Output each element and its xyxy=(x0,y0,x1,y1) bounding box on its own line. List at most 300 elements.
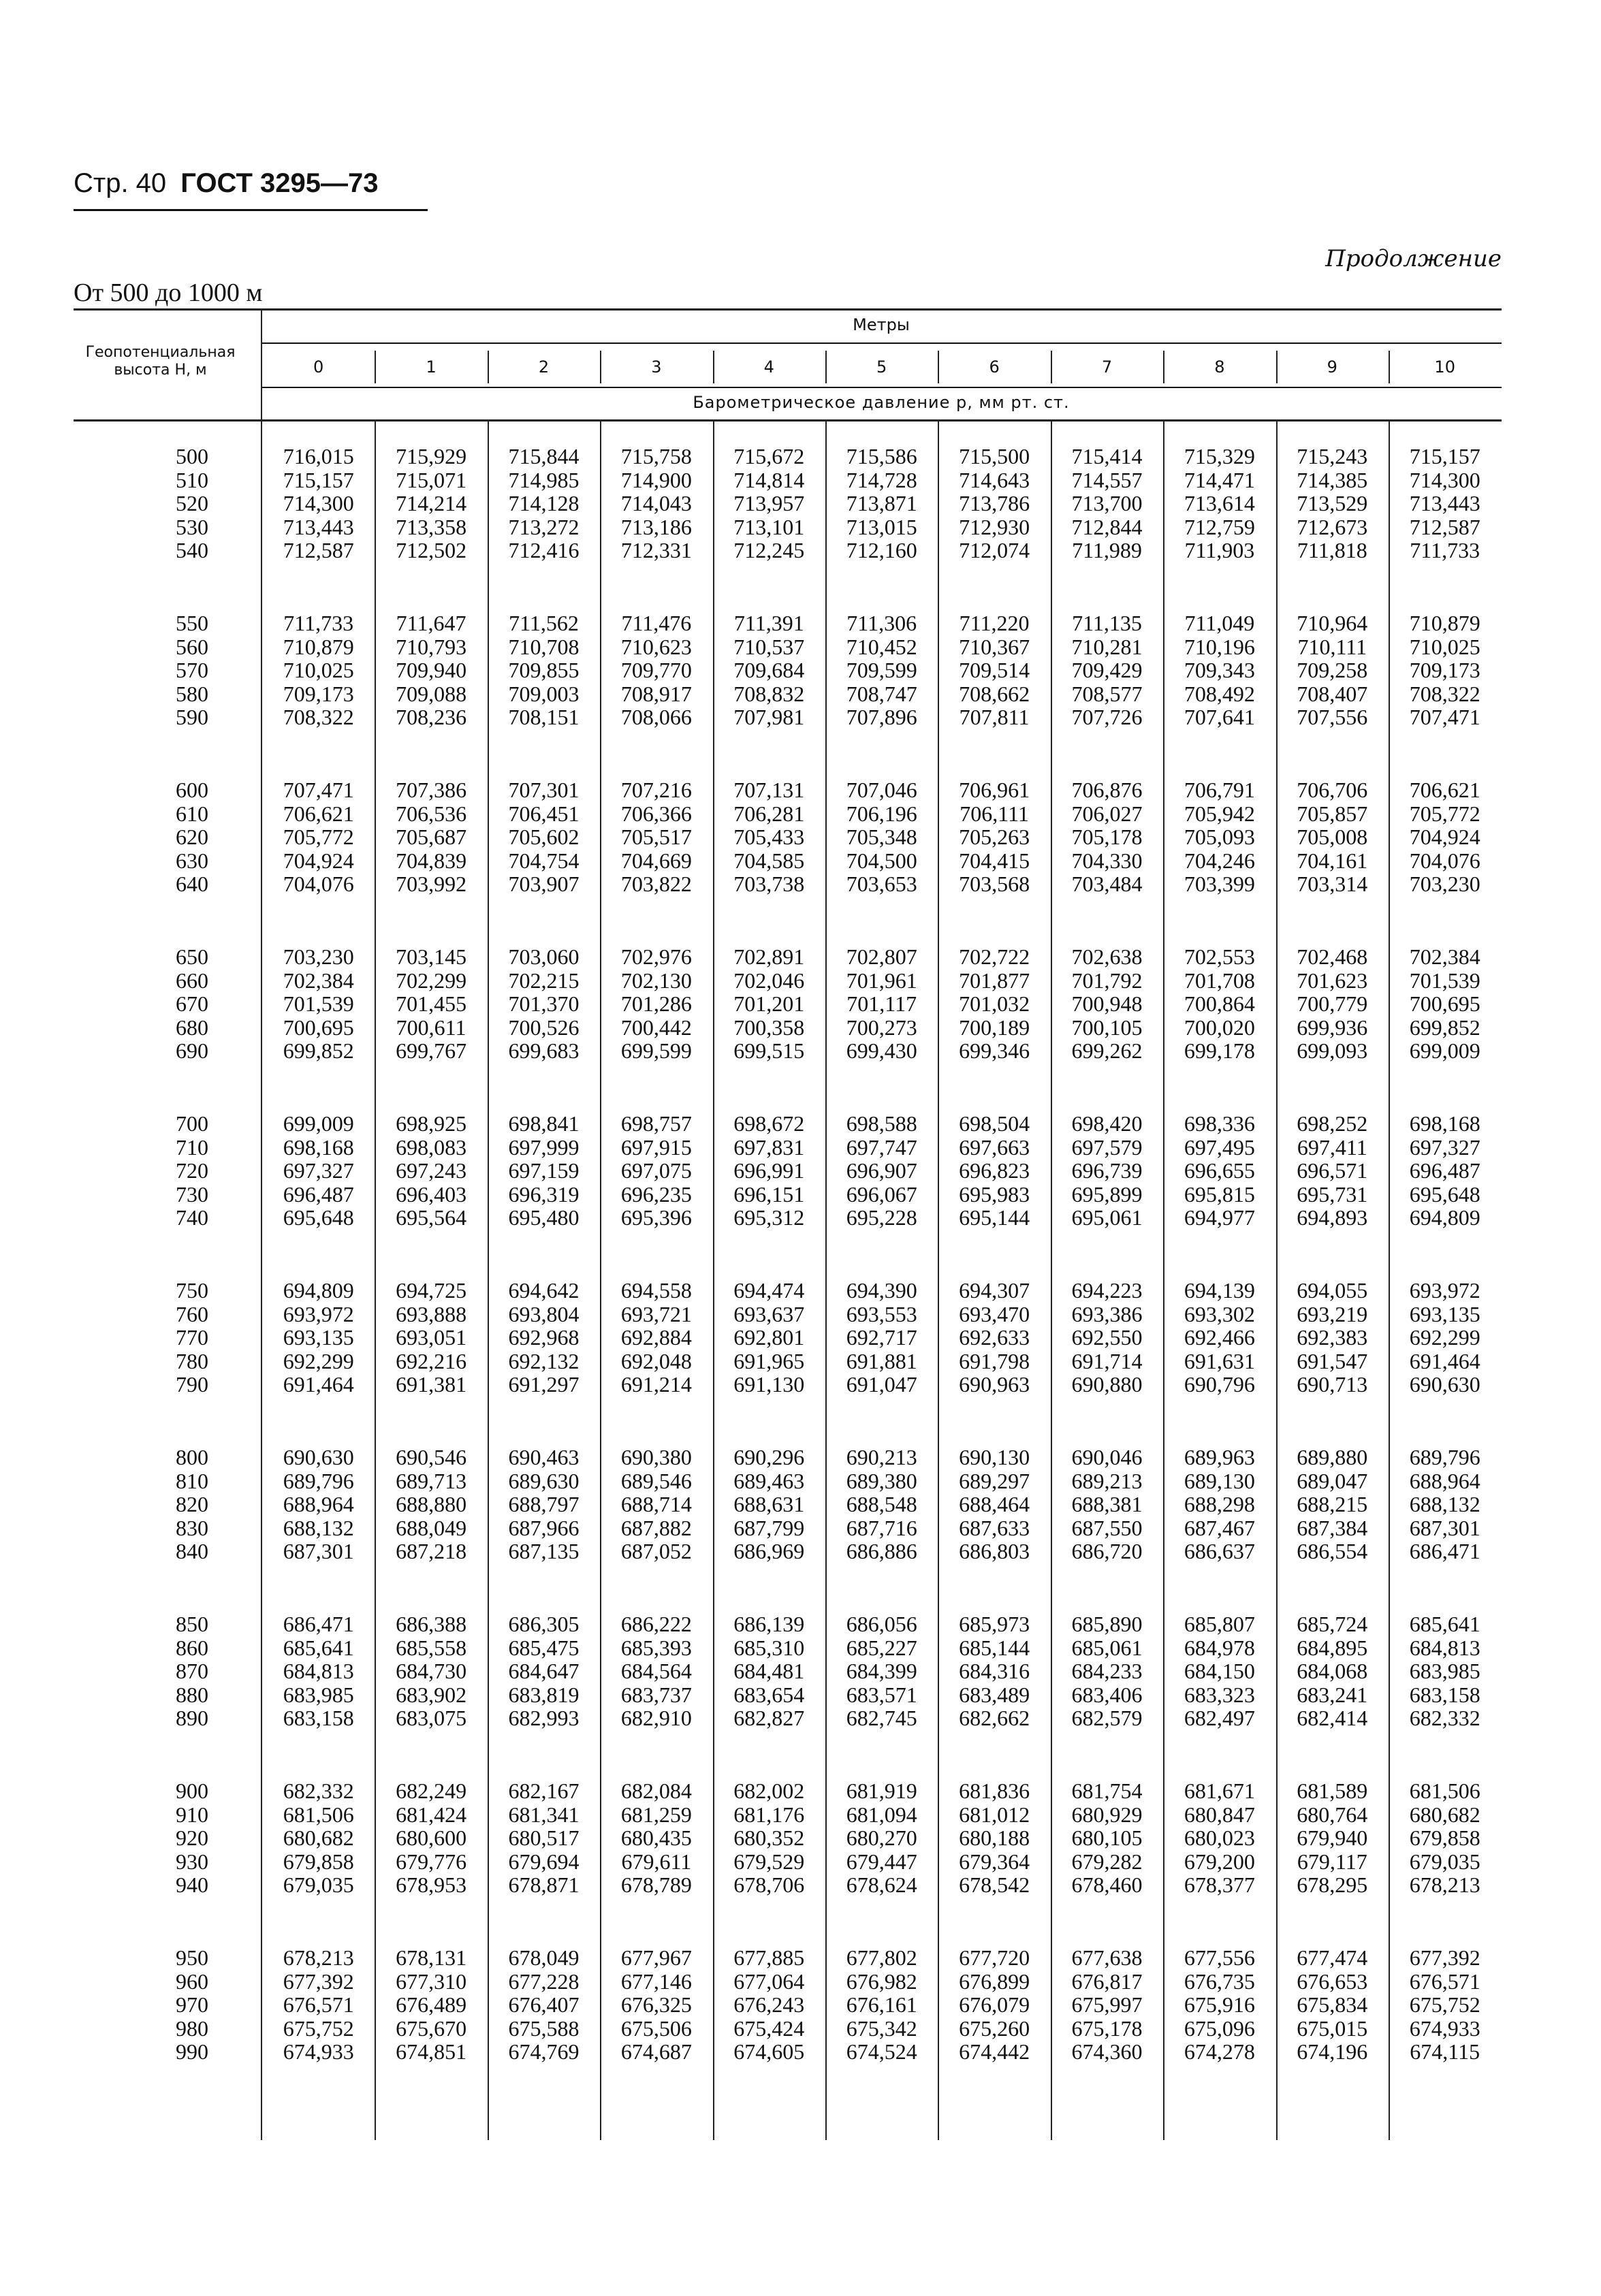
pressure-value: 682,167 xyxy=(508,1779,580,1803)
pressure-value: 684,150 xyxy=(1184,1659,1255,1683)
pressure-value: 674,360 xyxy=(1071,2039,1143,2064)
table-row xyxy=(74,825,1502,849)
height-value: 600 xyxy=(176,778,208,802)
pressure-value: 715,758 xyxy=(620,444,692,468)
pressure-value: 691,381 xyxy=(396,1372,467,1397)
pressure-value: 688,964 xyxy=(283,1492,354,1516)
range-title: От 500 до 1000 м xyxy=(74,278,263,307)
pressure-value: 701,032 xyxy=(959,991,1030,1016)
pressure-value: 687,882 xyxy=(620,1515,692,1540)
table-row xyxy=(74,1183,1502,1207)
pressure-value: 715,329 xyxy=(1184,444,1255,468)
pressure-value: 709,173 xyxy=(1409,658,1480,682)
pressure-value: 694,307 xyxy=(959,1278,1030,1303)
pressure-value: 713,443 xyxy=(283,514,354,539)
pressure-value: 680,600 xyxy=(396,1825,467,1850)
pressure-value: 678,213 xyxy=(1409,1872,1480,1897)
pressure-value: 712,160 xyxy=(846,538,917,562)
pressure-value: 713,186 xyxy=(620,514,692,539)
pressure-value: 685,227 xyxy=(846,1635,917,1660)
pressure-value: 692,717 xyxy=(846,1325,917,1350)
table-row xyxy=(74,1706,1502,1730)
pressure-value: 686,222 xyxy=(620,1612,692,1636)
pressure-value: 676,407 xyxy=(508,1992,580,2017)
pressure-value: 711,476 xyxy=(621,611,692,635)
pressure-value: 679,940 xyxy=(1297,1825,1368,1850)
pressure-value: 714,728 xyxy=(846,467,917,492)
pressure-value: 697,159 xyxy=(508,1158,580,1183)
table-row xyxy=(74,1659,1502,1683)
pressure-value: 681,506 xyxy=(283,1802,354,1827)
pressure-value: 699,178 xyxy=(1184,1038,1255,1063)
pressure-value: 715,672 xyxy=(733,444,805,468)
pressure-value: 701,623 xyxy=(1297,968,1368,993)
pressure-value: 674,115 xyxy=(1410,2039,1480,2064)
pressure-value: 691,130 xyxy=(733,1372,805,1397)
pressure-value: 690,546 xyxy=(396,1445,467,1469)
pressure-value: 713,358 xyxy=(396,514,467,539)
height-value: 760 xyxy=(176,1301,208,1326)
table-row xyxy=(74,1136,1502,1160)
table-row xyxy=(74,1112,1502,1136)
pressure-value: 711,562 xyxy=(509,611,579,635)
pressure-value: 710,025 xyxy=(1409,634,1480,659)
table-row xyxy=(74,492,1502,515)
pressure-value: 689,796 xyxy=(283,1468,354,1493)
pressure-value: 694,809 xyxy=(283,1278,354,1303)
pressure-value: 709,599 xyxy=(846,658,917,682)
pressure-value: 709,429 xyxy=(1071,658,1143,682)
pressure-value: 697,327 xyxy=(283,1158,354,1183)
pressure-value: 676,079 xyxy=(959,1992,1030,2017)
table-row xyxy=(74,445,1502,468)
pressure-value: 680,682 xyxy=(1409,1802,1480,1827)
pressure-value: 685,475 xyxy=(508,1635,580,1660)
pressure-value: 695,228 xyxy=(846,1205,917,1230)
pressure-value: 707,216 xyxy=(620,778,692,802)
pressure-value: 712,587 xyxy=(1409,514,1480,539)
pressure-value: 697,495 xyxy=(1184,1134,1255,1160)
height-value: 880 xyxy=(176,1682,208,1707)
pressure-value: 689,713 xyxy=(396,1468,467,1493)
table-row xyxy=(74,1803,1502,1827)
pressure-value: 697,915 xyxy=(620,1134,692,1160)
pressure-value: 693,135 xyxy=(283,1325,354,1350)
meters-label: Метры xyxy=(853,315,910,334)
pressure-value: 713,015 xyxy=(846,514,917,539)
pressure-value: 705,008 xyxy=(1297,825,1368,849)
pressure-value: 697,075 xyxy=(620,1158,692,1183)
pressure-value: 704,585 xyxy=(733,848,805,873)
table-row xyxy=(74,1993,1502,2017)
page-number: Стр. 40 xyxy=(74,168,167,198)
pressure-value: 690,796 xyxy=(1184,1372,1255,1397)
pressure-value: 688,049 xyxy=(396,1515,467,1540)
height-value: 660 xyxy=(176,968,208,993)
page-header xyxy=(74,168,378,199)
pressure-value: 700,948 xyxy=(1071,991,1143,1016)
pressure-value: 690,130 xyxy=(959,1445,1030,1469)
pressure-value: 713,614 xyxy=(1184,491,1255,515)
pressure-value: 686,388 xyxy=(396,1612,467,1636)
pressure-value: 706,536 xyxy=(396,801,467,826)
pressure-value: 707,131 xyxy=(733,778,805,802)
pressure-value: 713,786 xyxy=(959,491,1030,515)
pressure-value: 694,474 xyxy=(733,1278,805,1303)
pressure-value: 709,684 xyxy=(733,658,805,682)
pressure-value: 713,529 xyxy=(1297,491,1368,515)
pressure-value: 699,009 xyxy=(1409,1038,1480,1063)
pressure-value: 686,803 xyxy=(959,1539,1030,1563)
height-value: 690 xyxy=(176,1038,208,1063)
column-header-0: 0 xyxy=(313,357,324,377)
pressure-value: 681,259 xyxy=(620,1802,692,1827)
pressure-value: 674,933 xyxy=(1409,2015,1480,2041)
pressure-value: 695,899 xyxy=(1071,1181,1143,1207)
pressure-label: Барометрическое давление p, мм рт. ст. xyxy=(693,393,1070,412)
pressure-value: 711,903 xyxy=(1184,538,1255,562)
pressure-value: 716,015 xyxy=(283,444,354,468)
pressure-value: 699,852 xyxy=(283,1038,354,1063)
pressure-value: 705,602 xyxy=(508,825,580,849)
pressure-value: 675,015 xyxy=(1297,2015,1368,2041)
pressure-value: 710,964 xyxy=(1297,611,1368,635)
pressure-value: 704,754 xyxy=(508,848,580,873)
pressure-value: 703,822 xyxy=(620,872,692,896)
height-value: 670 xyxy=(176,991,208,1016)
pressure-value: 675,997 xyxy=(1071,1992,1143,2017)
pressure-value: 712,673 xyxy=(1297,514,1368,539)
height-value: 730 xyxy=(176,1181,208,1207)
pressure-value: 676,982 xyxy=(846,1968,917,1994)
pressure-value: 676,653 xyxy=(1297,1968,1368,1994)
pressure-value: 694,558 xyxy=(620,1278,692,1303)
pressure-value: 677,310 xyxy=(396,1968,467,1994)
pressure-value: 692,884 xyxy=(620,1325,692,1350)
pressure-value: 702,722 xyxy=(959,944,1030,969)
pressure-value: 710,111 xyxy=(1297,634,1367,659)
column-header-divider xyxy=(488,351,489,383)
pressure-value: 680,682 xyxy=(283,1825,354,1850)
pressure-value: 677,638 xyxy=(1071,1945,1143,1970)
pressure-value: 692,216 xyxy=(396,1348,467,1373)
pressure-value: 705,772 xyxy=(1409,801,1480,826)
pressure-value: 704,161 xyxy=(1297,848,1368,873)
pressure-value: 699,515 xyxy=(733,1038,805,1063)
pressure-value: 713,871 xyxy=(846,491,917,515)
pressure-value: 676,571 xyxy=(283,1992,354,2017)
pressure-value: 674,769 xyxy=(508,2039,580,2064)
height-value: 530 xyxy=(176,514,208,539)
pressure-value: 701,539 xyxy=(283,991,354,1016)
pressure-value: 693,804 xyxy=(508,1301,580,1326)
pressure-value: 701,117 xyxy=(846,991,917,1016)
pressure-value: 695,312 xyxy=(733,1205,805,1230)
pressure-value: 692,299 xyxy=(283,1348,354,1373)
pressure-value: 688,880 xyxy=(396,1492,467,1516)
pressure-value: 711,733 xyxy=(283,611,354,635)
pressure-value: 676,161 xyxy=(846,1992,917,2017)
pressure-value: 681,836 xyxy=(959,1779,1030,1803)
pressure-value: 677,146 xyxy=(620,1968,692,1994)
pressure-value: 715,414 xyxy=(1071,444,1143,468)
pressure-value: 696,235 xyxy=(620,1181,692,1207)
pressure-value: 715,500 xyxy=(959,444,1030,468)
pressure-value: 680,188 xyxy=(959,1825,1030,1850)
height-value: 960 xyxy=(176,1968,208,1994)
pressure-value: 686,969 xyxy=(733,1539,805,1563)
pressure-value: 686,886 xyxy=(846,1539,917,1563)
height-value: 680 xyxy=(176,1015,208,1040)
pressure-value: 702,384 xyxy=(283,968,354,993)
pressure-value: 689,630 xyxy=(508,1468,580,1493)
pressure-value: 686,554 xyxy=(1297,1539,1368,1563)
pressure-value: 692,132 xyxy=(508,1348,580,1373)
pressure-value: 681,176 xyxy=(733,1802,805,1827)
pressure-value: 700,105 xyxy=(1071,1015,1143,1040)
pressure-value: 698,925 xyxy=(396,1111,467,1136)
pressure-value: 711,647 xyxy=(396,611,466,635)
table-row xyxy=(74,1326,1502,1350)
pressure-value: 713,957 xyxy=(733,491,805,515)
pressure-value: 680,517 xyxy=(508,1825,580,1850)
pressure-value: 681,919 xyxy=(846,1779,917,1803)
column-header-divider xyxy=(1163,351,1164,383)
pressure-value: 690,880 xyxy=(1071,1372,1143,1397)
pressure-value: 704,076 xyxy=(283,872,354,896)
pressure-value: 704,500 xyxy=(846,848,917,873)
pressure-value: 675,096 xyxy=(1184,2015,1255,2041)
pressure-value: 694,223 xyxy=(1071,1278,1143,1303)
pressure-value: 706,281 xyxy=(733,801,805,826)
pressure-value: 699,346 xyxy=(959,1038,1030,1063)
pressure-value: 692,299 xyxy=(1409,1325,1480,1350)
pressure-value: 685,061 xyxy=(1071,1635,1143,1660)
height-value: 940 xyxy=(176,1872,208,1897)
table-row xyxy=(74,1946,1502,1970)
pressure-value: 706,111 xyxy=(960,801,1029,826)
pressure-value: 683,489 xyxy=(959,1682,1030,1707)
pressure-value: 676,243 xyxy=(733,1992,805,2017)
height-value: 630 xyxy=(176,848,208,873)
pressure-value: 712,416 xyxy=(508,538,580,562)
pressure-value: 706,451 xyxy=(508,801,580,826)
column-header-6: 6 xyxy=(989,357,1000,377)
pressure-value: 685,890 xyxy=(1071,1612,1143,1636)
pressure-value: 705,857 xyxy=(1297,801,1368,826)
table-row xyxy=(74,1873,1502,1897)
pressure-value: 698,672 xyxy=(733,1111,805,1136)
table-row xyxy=(74,1206,1502,1230)
pressure-value: 675,178 xyxy=(1071,2015,1143,2041)
pressure-value: 687,966 xyxy=(508,1515,580,1540)
pressure-value: 703,399 xyxy=(1184,872,1255,896)
pressure-value: 687,135 xyxy=(508,1539,580,1563)
pressure-value: 699,767 xyxy=(396,1038,467,1063)
pressure-value: 677,885 xyxy=(733,1945,805,1970)
pressure-value: 683,902 xyxy=(396,1682,467,1707)
pressure-value: 703,314 xyxy=(1297,872,1368,896)
pressure-value: 697,747 xyxy=(846,1134,917,1160)
pressure-value: 678,460 xyxy=(1071,1872,1143,1897)
pressure-value: 681,754 xyxy=(1071,1779,1143,1803)
pressure-value: 684,647 xyxy=(508,1659,580,1683)
pressure-value: 702,553 xyxy=(1184,944,1255,969)
pressure-value: 705,348 xyxy=(846,825,917,849)
table-row xyxy=(74,1159,1502,1183)
pressure-value: 701,708 xyxy=(1184,968,1255,993)
height-value: 570 xyxy=(176,658,208,682)
row-header-label: Геопотенциальная высота H, м xyxy=(85,344,236,379)
header-bottom-rule xyxy=(74,419,1502,421)
pressure-value: 701,201 xyxy=(733,991,805,1016)
pressure-value: 684,068 xyxy=(1297,1659,1368,1683)
pressure-value: 674,278 xyxy=(1184,2039,1255,2064)
pressure-value: 713,443 xyxy=(1409,491,1480,515)
pressure-value: 707,981 xyxy=(733,705,805,729)
pressure-value: 693,386 xyxy=(1071,1301,1143,1326)
table-row xyxy=(74,992,1502,1016)
pressure-value: 694,809 xyxy=(1409,1205,1480,1230)
pressure-value: 710,281 xyxy=(1071,634,1143,659)
continued-label: Продолжение xyxy=(1325,245,1502,272)
table-row xyxy=(74,1469,1502,1493)
column-header-5: 5 xyxy=(876,357,887,377)
pressure-value: 677,967 xyxy=(620,1945,692,1970)
pressure-value: 707,471 xyxy=(1409,705,1480,729)
pressure-value: 712,844 xyxy=(1071,514,1143,539)
pressure-value: 696,487 xyxy=(1409,1158,1480,1183)
pressure-value: 708,322 xyxy=(283,705,354,729)
table-row xyxy=(74,611,1502,635)
table-row xyxy=(74,468,1502,492)
pressure-value: 681,012 xyxy=(959,1802,1030,1827)
table-row xyxy=(74,515,1502,539)
pressure-value: 695,648 xyxy=(283,1205,354,1230)
pressure-value: 677,228 xyxy=(508,1968,580,1994)
pressure-value: 687,218 xyxy=(396,1539,467,1563)
pressure-value: 702,638 xyxy=(1071,944,1143,969)
pressure-value: 684,316 xyxy=(959,1659,1030,1683)
height-value: 750 xyxy=(176,1278,208,1303)
pressure-value: 684,399 xyxy=(846,1659,917,1683)
pressure-value: 692,633 xyxy=(959,1325,1030,1350)
pressure-value: 687,301 xyxy=(1409,1515,1480,1540)
pressure-value: 709,173 xyxy=(283,681,354,706)
column-header-divider xyxy=(1051,351,1052,383)
pressure-value: 691,965 xyxy=(733,1348,805,1373)
pressure-value: 696,487 xyxy=(283,1181,354,1207)
height-value: 550 xyxy=(176,611,208,635)
pressure-value: 692,550 xyxy=(1071,1325,1143,1350)
pressure-value: 680,023 xyxy=(1184,1825,1255,1850)
pressure-value: 691,798 xyxy=(959,1348,1030,1373)
pressure-value: 688,631 xyxy=(733,1492,805,1516)
pressure-value: 695,564 xyxy=(396,1205,467,1230)
pressure-value: 706,706 xyxy=(1297,778,1368,802)
pressure-value: 679,858 xyxy=(1409,1825,1480,1850)
table-row xyxy=(74,1540,1502,1563)
pressure-value: 705,433 xyxy=(733,825,805,849)
pressure-value: 694,725 xyxy=(396,1278,467,1303)
pressure-value: 714,471 xyxy=(1184,467,1255,492)
height-value: 720 xyxy=(176,1158,208,1183)
pressure-value: 714,643 xyxy=(959,467,1030,492)
pressure-value: 707,726 xyxy=(1071,705,1143,729)
pressure-value: 693,972 xyxy=(283,1301,354,1326)
pressure-value: 710,367 xyxy=(959,634,1030,659)
height-value: 930 xyxy=(176,1849,208,1874)
pressure-value: 690,630 xyxy=(283,1445,354,1469)
table-row xyxy=(74,1493,1502,1516)
pressure-value: 692,383 xyxy=(1297,1325,1368,1350)
table-row xyxy=(74,1350,1502,1373)
table-row xyxy=(74,635,1502,659)
height-value: 520 xyxy=(176,491,208,515)
pressure-value: 682,579 xyxy=(1071,1706,1143,1730)
pressure-value: 701,792 xyxy=(1071,968,1143,993)
pressure-value: 693,135 xyxy=(1409,1301,1480,1326)
pressure-value: 696,403 xyxy=(396,1181,467,1207)
pressure-value: 706,961 xyxy=(959,778,1030,802)
pressure-value: 679,364 xyxy=(959,1849,1030,1874)
pressure-value: 674,605 xyxy=(733,2039,805,2064)
pressure-value: 695,983 xyxy=(959,1181,1030,1207)
pressure-value: 690,463 xyxy=(508,1445,580,1469)
height-value: 850 xyxy=(176,1612,208,1636)
pressure-value: 702,891 xyxy=(733,944,805,969)
pressure-value: 708,066 xyxy=(620,705,692,729)
pressure-value: 684,813 xyxy=(1409,1635,1480,1660)
pressure-value: 678,706 xyxy=(733,1872,805,1897)
pressure-value: 680,435 xyxy=(620,1825,692,1850)
pressure-value: 686,720 xyxy=(1071,1539,1143,1563)
pressure-value: 692,048 xyxy=(620,1348,692,1373)
pressure-value: 710,623 xyxy=(620,634,692,659)
table-row xyxy=(74,1826,1502,1850)
table-row xyxy=(74,1016,1502,1040)
pressure-value: 711,135 xyxy=(1072,611,1142,635)
pressure-value: 688,132 xyxy=(1409,1492,1480,1516)
pressure-value: 685,310 xyxy=(733,1635,805,1660)
pressure-value: 686,471 xyxy=(283,1612,354,1636)
pressure-value: 696,067 xyxy=(846,1181,917,1207)
column-header-divider xyxy=(713,351,714,383)
column-header-3: 3 xyxy=(651,357,662,377)
pressure-value: 684,481 xyxy=(733,1659,805,1683)
pressure-value: 683,571 xyxy=(846,1682,917,1707)
pressure-value: 710,879 xyxy=(283,634,354,659)
pressure-value: 697,999 xyxy=(508,1134,580,1160)
pressure-value: 701,961 xyxy=(846,968,917,993)
pressure-value: 703,230 xyxy=(283,944,354,969)
height-value: 920 xyxy=(176,1825,208,1850)
table-row xyxy=(74,658,1502,682)
pressure-value: 697,327 xyxy=(1409,1134,1480,1160)
pressure-value: 712,502 xyxy=(396,538,467,562)
pressure-value: 709,855 xyxy=(508,658,580,682)
pressure-value: 709,258 xyxy=(1297,658,1368,682)
pressure-value: 697,411 xyxy=(1297,1134,1367,1160)
pressure-value: 684,978 xyxy=(1184,1635,1255,1660)
pressure-value: 697,579 xyxy=(1071,1134,1143,1160)
pressure-value: 679,035 xyxy=(283,1872,354,1897)
pressure-value: 714,214 xyxy=(396,491,467,515)
pressure-value: 685,724 xyxy=(1297,1612,1368,1636)
height-value: 710 xyxy=(176,1134,208,1160)
pressure-value: 681,094 xyxy=(846,1802,917,1827)
pressure-value: 715,157 xyxy=(1409,444,1480,468)
